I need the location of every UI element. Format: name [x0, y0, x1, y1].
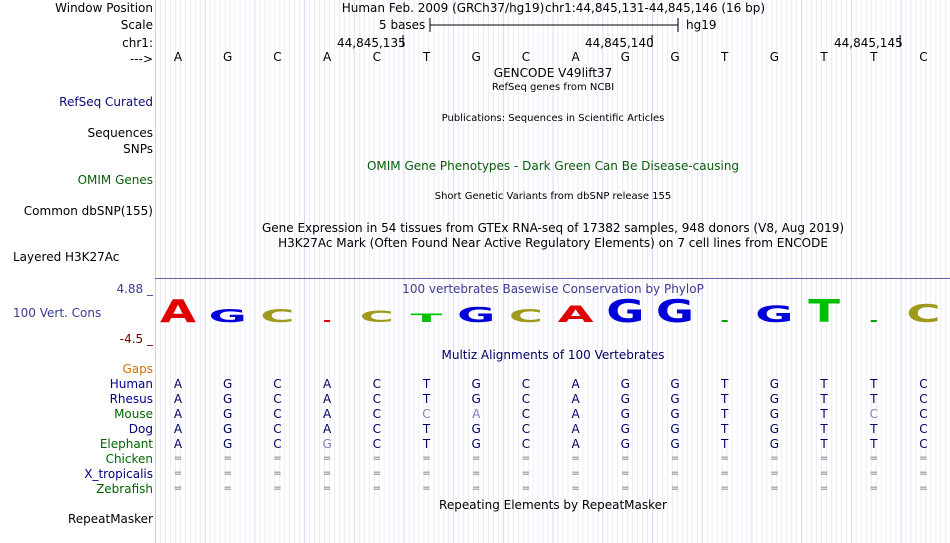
- gaps-label: Gaps: [122, 362, 153, 376]
- alignment-base: C: [422, 407, 431, 421]
- h3k27-title: H3K27Ac Mark (Often Found Near Active Regulatory Elements) on 7 cell lines from ENCODE: [278, 236, 828, 250]
- coord-tick-1: 44,845,135: [337, 36, 406, 50]
- snps-label[interactable]: SNPs: [123, 142, 153, 156]
- alignment-base: =: [670, 483, 680, 494]
- alignment-base: =: [521, 453, 531, 464]
- alignment-base: C: [273, 407, 282, 421]
- cons-track-label[interactable]: 100 Vert. Cons: [13, 306, 102, 320]
- alignment-base: G: [769, 407, 780, 421]
- sequence-base: C: [372, 50, 381, 64]
- alignment-base: C: [521, 377, 531, 391]
- alignment-base: C: [273, 437, 282, 451]
- alignment-base: =: [621, 453, 630, 464]
- sequence-base: A: [571, 50, 580, 64]
- coord-tick-2: 44,845,140: [585, 36, 654, 50]
- sequence-base: C: [919, 50, 928, 64]
- alignment-base: =: [173, 468, 183, 479]
- alignment-base: A: [322, 392, 332, 406]
- logo-base: T: [808, 296, 840, 328]
- common-dbsnp-label[interactable]: Common dbSNP(155): [23, 204, 153, 218]
- repeatmasker-label[interactable]: RepeatMasker: [67, 512, 153, 526]
- sequence-base: G: [471, 50, 481, 64]
- species-label[interactable]: Chicken: [105, 452, 153, 466]
- alignment-base: T: [721, 422, 729, 436]
- sequence-base: G: [769, 50, 780, 64]
- alignment-base: G: [471, 437, 481, 451]
- alignment-base: T: [820, 377, 828, 391]
- alignment-base: G: [223, 377, 233, 391]
- alignment-base: C: [521, 392, 531, 406]
- alignment-base: =: [621, 468, 630, 479]
- alignment-base: G: [471, 377, 481, 391]
- assembly-text: Human Feb. 2009 (GRCh37/hg19): [341, 1, 545, 15]
- alignment-base: C: [919, 392, 928, 406]
- alignment-base: G: [769, 422, 780, 436]
- alignment-base: A: [173, 407, 183, 421]
- chrom-label: chr1:: [122, 36, 153, 50]
- alignment-base: A: [472, 407, 481, 421]
- sequence-base: C: [521, 50, 531, 64]
- scale-text: 5 bases: [379, 18, 426, 32]
- alignment-base: C: [273, 392, 282, 406]
- alignment-base: =: [670, 453, 680, 464]
- alignment-base: =: [571, 483, 580, 494]
- conservation-logo: [155, 296, 950, 328]
- species-label[interactable]: Elephant: [99, 437, 153, 451]
- sequence-base: G: [223, 50, 233, 64]
- scale-bar: [429, 17, 681, 33]
- gencode-title: GENCODE V49lift37: [493, 66, 613, 80]
- alignment-base: T: [721, 407, 729, 421]
- alignment-base: =: [422, 468, 431, 479]
- alignment-base: T: [820, 437, 828, 451]
- alignment-base: =: [869, 483, 878, 494]
- alignment-base: C: [372, 422, 381, 436]
- multiz-title: Multiz Alignments of 100 Vertebrates: [441, 348, 665, 362]
- sequence-base: G: [670, 50, 680, 64]
- sequence-base: A: [173, 50, 183, 64]
- sequence-base: T: [820, 50, 828, 64]
- alignment-base: A: [173, 422, 183, 436]
- alignment-base: =: [322, 468, 332, 479]
- alignment-base: G: [670, 392, 680, 406]
- logo-dash: [722, 320, 728, 322]
- alignment-base: =: [173, 453, 183, 464]
- alignment-base: =: [273, 468, 282, 479]
- alignment-base: =: [471, 453, 481, 464]
- track-labels-column: [0, 0, 156, 543]
- alignment-base: T: [870, 377, 878, 391]
- alignment-base: A: [571, 437, 580, 451]
- alignment-base: T: [721, 392, 729, 406]
- alignment-base: T: [870, 422, 878, 436]
- alignment-base: C: [273, 422, 282, 436]
- repeatmasker-title: Repeating Elements by RepeatMasker: [439, 498, 667, 512]
- alignment-base: A: [571, 407, 580, 421]
- conservation-top-line: [155, 278, 950, 279]
- omim-genes-label[interactable]: OMIM Genes: [77, 173, 153, 187]
- alignment-base: =: [471, 483, 481, 494]
- alignment-base: G: [620, 407, 630, 421]
- dbsnp-title: Short Genetic Variants from dbSNP release 155: [434, 191, 672, 202]
- logo-base: G: [655, 296, 695, 328]
- alignment-base: =: [273, 483, 282, 494]
- alignment-base: A: [173, 437, 183, 451]
- sequence-base: G: [620, 50, 630, 64]
- logo-dash: [324, 320, 330, 322]
- species-label[interactable]: Zebrafish: [96, 482, 153, 496]
- alignment-base: =: [322, 453, 332, 464]
- alignment-base: =: [471, 468, 481, 479]
- alignment-base: G: [620, 422, 630, 436]
- alignment-base: G: [223, 407, 233, 421]
- strand-label: --->: [129, 52, 153, 66]
- alignment-base: =: [571, 453, 580, 464]
- alignment-base: G: [670, 437, 680, 451]
- logo-base: C: [508, 306, 543, 327]
- alignment-base: A: [173, 377, 183, 391]
- cons-max-label: 4.88 _: [116, 282, 153, 296]
- alignment-base: A: [322, 377, 332, 391]
- coord-tick-3: 44,845,145: [834, 36, 903, 50]
- alignment-base: =: [819, 468, 829, 479]
- scale-assembly: hg19: [686, 18, 717, 32]
- refseq-curated-label[interactable]: RefSeq Curated: [59, 95, 153, 109]
- alignment-base: =: [273, 453, 282, 464]
- alignment-base: G: [670, 377, 680, 391]
- alignment-base: G: [322, 437, 332, 451]
- alignment-base: =: [571, 468, 580, 479]
- alignment-base: G: [620, 437, 630, 451]
- phylop-title: 100 vertebrates Basewise Conservation by PhyloP: [402, 282, 704, 296]
- species-label[interactable]: Dog: [128, 422, 153, 436]
- alignment-base: T: [820, 407, 828, 421]
- alignment-base: =: [372, 468, 381, 479]
- alignment-base: =: [919, 468, 928, 479]
- alignment-base: C: [919, 377, 928, 391]
- alignment-base: =: [869, 468, 878, 479]
- alignment-base: A: [173, 392, 183, 406]
- alignment-base: =: [521, 468, 531, 479]
- alignment-base: C: [372, 407, 381, 421]
- alignment-base: =: [173, 483, 183, 494]
- alignment-base: C: [919, 422, 928, 436]
- alignment-base: =: [770, 453, 779, 464]
- alignment-base: =: [223, 483, 232, 494]
- alignment-base: G: [223, 422, 233, 436]
- sequence-base: A: [322, 50, 332, 64]
- logo-base: T: [410, 311, 443, 325]
- sequence-base: T: [870, 50, 878, 64]
- publications-title: Publications: Sequences in Scientific Articles: [441, 113, 665, 124]
- alignment-base: C: [372, 437, 381, 451]
- alignment-base: =: [223, 453, 232, 464]
- logo-base: C: [359, 307, 394, 327]
- sequences-label[interactable]: Sequences: [87, 126, 153, 140]
- alignment-base: T: [721, 437, 729, 451]
- sequence-base: C: [273, 50, 282, 64]
- alignment-base: C: [521, 437, 531, 451]
- alignment-base: =: [919, 483, 928, 494]
- alignment-base: =: [372, 453, 381, 464]
- coord-tick-marks: [155, 34, 950, 48]
- alignment-base: =: [720, 468, 729, 479]
- alignment-base: C: [372, 392, 381, 406]
- alignment-base: C: [919, 437, 928, 451]
- alignment-base: =: [322, 483, 332, 494]
- alignment-base: T: [422, 437, 431, 451]
- alignment-base: =: [819, 483, 829, 494]
- logo-base: A: [557, 301, 594, 328]
- species-label[interactable]: Human: [109, 377, 153, 391]
- alignment-base: A: [322, 407, 332, 421]
- position-text: chr1:44,845,131-44,845,146 (16 bp): [544, 1, 766, 15]
- alignment-base: T: [422, 392, 431, 406]
- gtex-title: Gene Expression in 54 tissues from GTEx RNA-seq of 17382 samples, 948 donors (V8, Aug 2019): [261, 221, 845, 235]
- species-label[interactable]: Mouse: [114, 407, 153, 421]
- refseq-subtitle: RefSeq genes from NCBI: [491, 82, 615, 93]
- alignment-base: =: [819, 453, 829, 464]
- alignment-base: =: [621, 483, 630, 494]
- alignment-base: A: [571, 422, 580, 436]
- alignment-base: C: [919, 407, 928, 421]
- alignment-base: T: [422, 377, 431, 391]
- layered-h3k27ac-label[interactable]: Layered H3K27Ac: [13, 250, 120, 264]
- logo-base: C: [260, 306, 295, 327]
- window-position-label: Window Position: [55, 1, 153, 15]
- alignment-base: =: [223, 468, 232, 479]
- alignment-base: =: [521, 483, 531, 494]
- alignment-base: =: [422, 453, 431, 464]
- alignment-base: T: [422, 422, 431, 436]
- alignment-base: G: [769, 377, 780, 391]
- logo-base: G: [208, 306, 247, 327]
- alignment-base: =: [770, 483, 779, 494]
- logo-dash: [871, 320, 877, 322]
- alignment-base: =: [919, 453, 928, 464]
- alignment-base: =: [720, 483, 729, 494]
- alignment-base: T: [870, 392, 878, 406]
- alignment-base: G: [670, 407, 680, 421]
- alignment-base: G: [471, 422, 481, 436]
- alignment-base: T: [870, 437, 878, 451]
- alignment-base: C: [521, 422, 531, 436]
- alignment-base: G: [620, 392, 630, 406]
- species-label[interactable]: Rhesus: [109, 392, 153, 406]
- logo-base: C: [906, 298, 941, 328]
- alignment-base: =: [422, 483, 431, 494]
- species-label[interactable]: X_tropicalis: [84, 467, 153, 481]
- logo-base: G: [457, 304, 496, 328]
- alignment-base: G: [223, 392, 233, 406]
- alignment-base: G: [769, 392, 780, 406]
- track-area[interactable]: [155, 0, 950, 543]
- alignment-base: G: [670, 422, 680, 436]
- alignment-base: =: [770, 468, 779, 479]
- logo-base: G: [606, 296, 645, 328]
- alignment-base: A: [322, 422, 332, 436]
- alignment-base: A: [571, 377, 580, 391]
- sequence-base: T: [422, 50, 431, 64]
- alignment-base: C: [273, 377, 282, 391]
- alignment-base: G: [471, 392, 481, 406]
- logo-base: A: [160, 296, 196, 328]
- alignment-base: G: [223, 437, 233, 451]
- logo-base: G: [755, 301, 794, 328]
- alignment-base: T: [820, 422, 828, 436]
- cons-min-label: -4.5 _: [119, 332, 153, 346]
- alignment-base: C: [869, 407, 878, 421]
- alignment-base: T: [820, 392, 828, 406]
- alignment-base: =: [372, 483, 381, 494]
- alignment-base: C: [372, 377, 381, 391]
- alignment-base: C: [521, 407, 531, 421]
- alignment-base: A: [571, 392, 580, 406]
- alignment-base: =: [720, 453, 729, 464]
- sequence-base: T: [721, 50, 729, 64]
- alignment-base: G: [769, 437, 780, 451]
- alignment-base: =: [869, 453, 878, 464]
- alignment-base: T: [721, 377, 729, 391]
- scale-label: Scale: [120, 18, 153, 32]
- alignment-base: G: [620, 377, 630, 391]
- alignment-base: =: [670, 468, 680, 479]
- omim-title: OMIM Gene Phenotypes - Dark Green Can Be Disease-causing: [366, 159, 740, 173]
